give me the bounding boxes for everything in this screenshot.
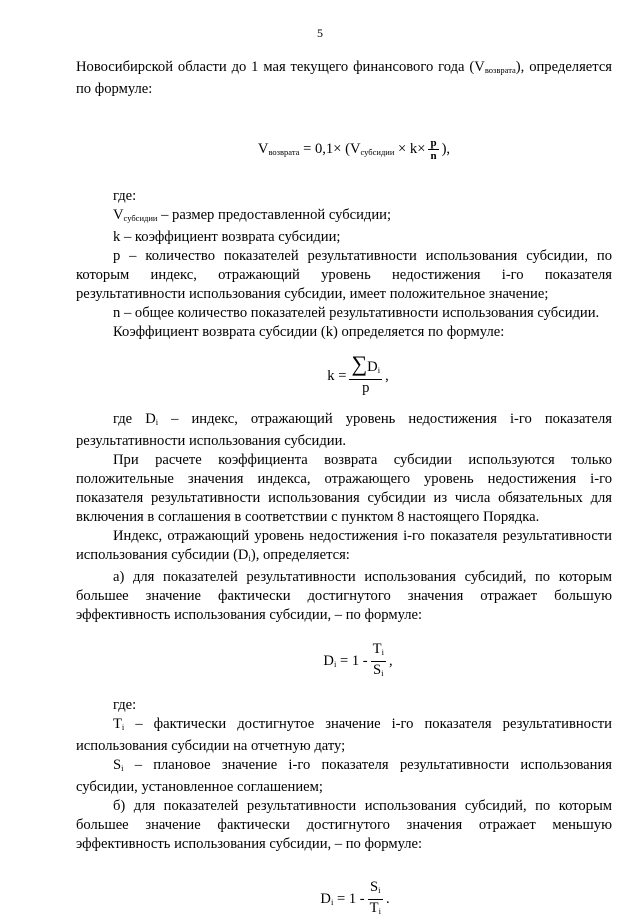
document-body [76,58,612,921]
def-s: $S_i$ – плановое значение i-го показателя результативности использования субсидии, установленное соглашением; [76,757,612,795]
paragraph-case-b: б) для показателей результативности использования субсидий, по которым большее значение фактически достигнутого значения отражает меньшую эффективность использования субсидии, – по формуле: [76,798,612,852]
formula-d-case-a: $D_i = 1$ - $\frac{T_i}{S_i}$ , [76,639,612,683]
formula-d-case-b: $D_i = 1$ - $\frac{S_i}{T_i}$ . [76,877,612,921]
where-label-2: где: [113,697,137,713]
paragraph-case-a: а) для показателей результативности использования субсидий, по которым большее значение фактически достигнутого значения отражает большую эффективность использования субсидии, – по формуле: [76,569,612,623]
page-number: 5 [317,26,323,40]
paragraph-positive-values: При расчете коэффициента возврата субсидии используются только положительные значения индекса, отражающего уровень недостижения i-го показателя результативности использования субсидии из числа обязательных для включения в соглашения в соответствии с пунктом 8 настоящего Порядка. [76,452,612,525]
paragraph-index-definition: Индекс, отражающий уровень недостижения i-го показателя результативности использования субсидии $(D_i)$, определяется: [76,528,612,563]
formula-refund: $V_{возврата} = 0,1\times (V_{субсидии} \times k\times$ $\frac{p}{n}$ ), [257,136,451,162]
def-n: n – общее количество показателей результативности использования субсидии. [113,305,600,321]
fraction-p-n: $\frac{p}{n}$ [430,136,437,162]
formula-k: k = $\frac{\sum D_i}{p}$ , [327,351,389,396]
def-k: k – коэффициент возврата субсидии; [113,229,341,245]
def-d-index: где $D_i$ – индекс, отражающий уровень недостижения i-го показателя результативности использования субсидии. [76,411,612,449]
def-v-subsidy: $V_{субсидии}$ – размер предоставленной субсидии; [113,207,392,223]
fraction-s-t: $\frac{S_i}{T_i}$ [369,878,381,916]
where-label: где: [113,188,137,204]
fraction-sum-d-p: $\frac{\sum D_i}{p}$ [351,351,381,396]
paragraph-k-formula-intro: Коэффициент возврата субсидии (k) определяется по формуле: [113,324,505,340]
def-t: $T_i$ – фактически достигнутое значение i-го показателя результативности использования субсидии на отчетную дату; [76,716,612,754]
fraction-t-s: $\frac{T_i}{S_i}$ [372,640,384,678]
def-p: p – количество показателей результативности использования субсидии, по которым индекс, отражающий уровень недостижения i-го показателя результативности использования субсидии, имеет положительное значение; [76,248,612,302]
paragraph-continuation: Новосибирской области до 1 мая текущего финансового года $(V_{возврата})$, определяется по формуле: [76,59,613,97]
